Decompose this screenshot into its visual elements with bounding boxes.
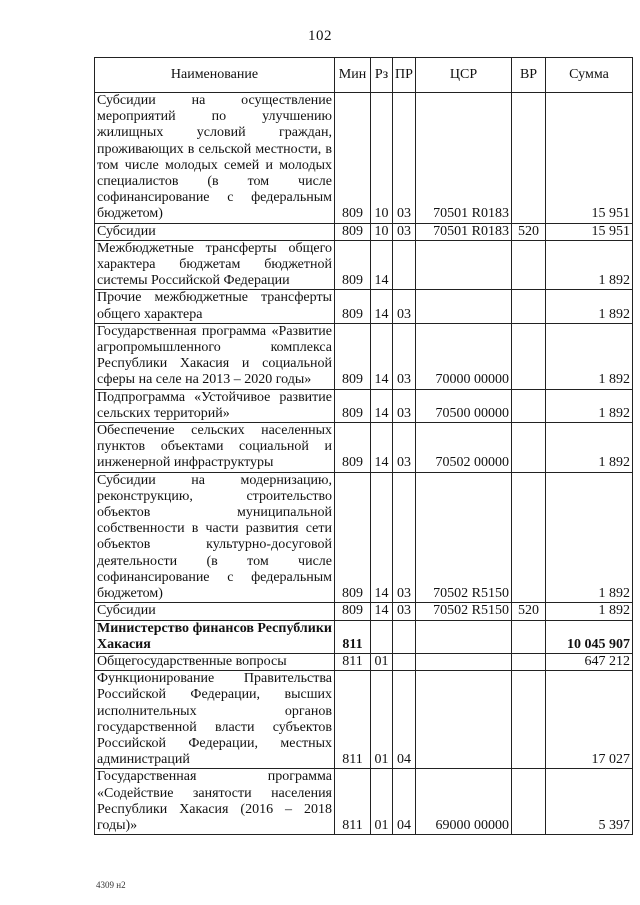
row-name: Функционирование Правительства Российской Федерации, высших исполнительных органов государственной власти субъектов Российской Федерации, местных администраций [95, 671, 335, 769]
row-sum: 1 892 [546, 389, 633, 422]
row-name: Субсидии на осуществление мероприятий по улучшению жилищных условий граждан, проживающих в сельской местности, в том числе молодых семей и молодых специалистов (в том числе софинансирование с федеральным бюджетом) [95, 93, 335, 224]
row-sum: 1 892 [546, 290, 633, 323]
row-min: 809 [335, 603, 371, 620]
row-pr: 03 [393, 423, 416, 473]
row-rz: 01 [371, 653, 393, 670]
row-rz: 14 [371, 240, 393, 290]
row-sum: 15 951 [546, 223, 633, 240]
table-header-row [95, 58, 633, 93]
table-row [95, 389, 633, 422]
row-name: Субсидии на модернизацию, реконструкцию, строительство объектов муниципальной собственности в части развития сети объектов культурно-досуговой деятельности (в том числе софинансирование с федеральным бюджетом) [95, 472, 335, 603]
row-csr [416, 620, 512, 653]
row-pr: 03 [393, 323, 416, 389]
header-name: Наименование [95, 58, 335, 93]
table-row [95, 472, 633, 603]
row-rz: 10 [371, 223, 393, 240]
row-pr: 03 [393, 603, 416, 620]
row-pr [393, 653, 416, 670]
row-pr: 03 [393, 472, 416, 603]
table-row [95, 223, 633, 240]
row-pr [393, 240, 416, 290]
row-min: 809 [335, 323, 371, 389]
row-csr [416, 653, 512, 670]
row-name: Подпрограмма «Устойчивое развитие сельских территорий» [95, 389, 335, 422]
table-row [95, 603, 633, 620]
row-min: 809 [335, 93, 371, 224]
row-sum: 1 892 [546, 323, 633, 389]
row-pr: 03 [393, 223, 416, 240]
row-name: Министерство финансов Республики Хакасия [95, 620, 335, 653]
row-rz: 14 [371, 423, 393, 473]
row-rz: 14 [371, 389, 393, 422]
row-sum: 647 212 [546, 653, 633, 670]
row-rz: 14 [371, 603, 393, 620]
row-name: Государственная программа «Содействие занятости населения Республики Хакасия (2016 – 2018 годы)» [95, 769, 335, 835]
row-sum: 5 397 [546, 769, 633, 835]
table-row [95, 671, 633, 769]
budget-table [94, 57, 633, 835]
row-rz: 10 [371, 93, 393, 224]
row-vr [512, 290, 546, 323]
row-min: 811 [335, 620, 371, 653]
row-min: 809 [335, 423, 371, 473]
row-csr: 70000 00000 [416, 323, 512, 389]
row-min: 809 [335, 389, 371, 422]
header-rz: Рз [371, 58, 393, 93]
row-min: 809 [335, 240, 371, 290]
row-min: 809 [335, 223, 371, 240]
row-rz [371, 620, 393, 653]
row-csr: 70502 00000 [416, 423, 512, 473]
row-csr: 69000 00000 [416, 769, 512, 835]
row-vr [512, 769, 546, 835]
row-csr: 70502 R5150 [416, 603, 512, 620]
header-min: Мин [335, 58, 371, 93]
row-min: 811 [335, 653, 371, 670]
row-sum: 17 027 [546, 671, 633, 769]
row-vr [512, 472, 546, 603]
table-row [95, 290, 633, 323]
row-rz: 14 [371, 323, 393, 389]
row-rz: 14 [371, 290, 393, 323]
table-row [95, 423, 633, 473]
row-rz: 14 [371, 472, 393, 603]
row-vr [512, 671, 546, 769]
table-row [95, 769, 633, 835]
row-min: 811 [335, 769, 371, 835]
row-pr: 03 [393, 389, 416, 422]
row-csr: 70501 R0183 [416, 93, 512, 224]
row-sum: 1 892 [546, 423, 633, 473]
header-csr: ЦСР [416, 58, 512, 93]
row-pr: 04 [393, 769, 416, 835]
table-row-ministry [95, 620, 633, 653]
row-name: Субсидии [95, 603, 335, 620]
row-rz: 01 [371, 769, 393, 835]
row-name: Прочие межбюджетные трансферты общего характера [95, 290, 335, 323]
page-number: 102 [308, 28, 332, 44]
row-sum: 1 892 [546, 472, 633, 603]
table-row [95, 93, 633, 224]
row-name: Обеспечение сельских населенных пунктов объектами социальной и инженерной инфраструктуры [95, 423, 335, 473]
row-vr [512, 653, 546, 670]
row-sum: 15 951 [546, 93, 633, 224]
row-vr [512, 620, 546, 653]
row-name: Межбюджетные трансферты общего характера бюджетам бюджетной системы Российской Федерации [95, 240, 335, 290]
row-csr [416, 290, 512, 323]
row-pr: 04 [393, 671, 416, 769]
row-vr [512, 389, 546, 422]
header-vr: ВР [512, 58, 546, 93]
row-min: 811 [335, 671, 371, 769]
header-sum: Сумма [546, 58, 633, 93]
table-row [95, 240, 633, 290]
row-csr [416, 240, 512, 290]
table-row [95, 323, 633, 389]
row-pr [393, 620, 416, 653]
row-rz: 01 [371, 671, 393, 769]
row-name: Субсидии [95, 223, 335, 240]
table-row [95, 653, 633, 670]
row-vr [512, 93, 546, 224]
row-csr: 70500 00000 [416, 389, 512, 422]
row-vr [512, 240, 546, 290]
row-csr [416, 671, 512, 769]
row-sum: 1 892 [546, 240, 633, 290]
row-vr [512, 423, 546, 473]
row-min: 809 [335, 290, 371, 323]
row-vr [512, 323, 546, 389]
row-name: Государственная программа «Развитие агропромышленного комплекса Республики Хакасия и социальной сферы на селе на 2013 – 2020 годы» [95, 323, 335, 389]
row-vr: 520 [512, 223, 546, 240]
row-sum: 10 045 907 [546, 620, 633, 653]
row-sum: 1 892 [546, 603, 633, 620]
row-name: Общегосударственные вопросы [95, 653, 335, 670]
row-vr: 520 [512, 603, 546, 620]
row-min: 809 [335, 472, 371, 603]
row-csr: 70502 R5150 [416, 472, 512, 603]
footer-document-code: 4309 н2 [96, 880, 126, 890]
header-pr: ПР [393, 58, 416, 93]
row-csr: 70501 R0183 [416, 223, 512, 240]
row-pr: 03 [393, 93, 416, 224]
row-pr: 03 [393, 290, 416, 323]
